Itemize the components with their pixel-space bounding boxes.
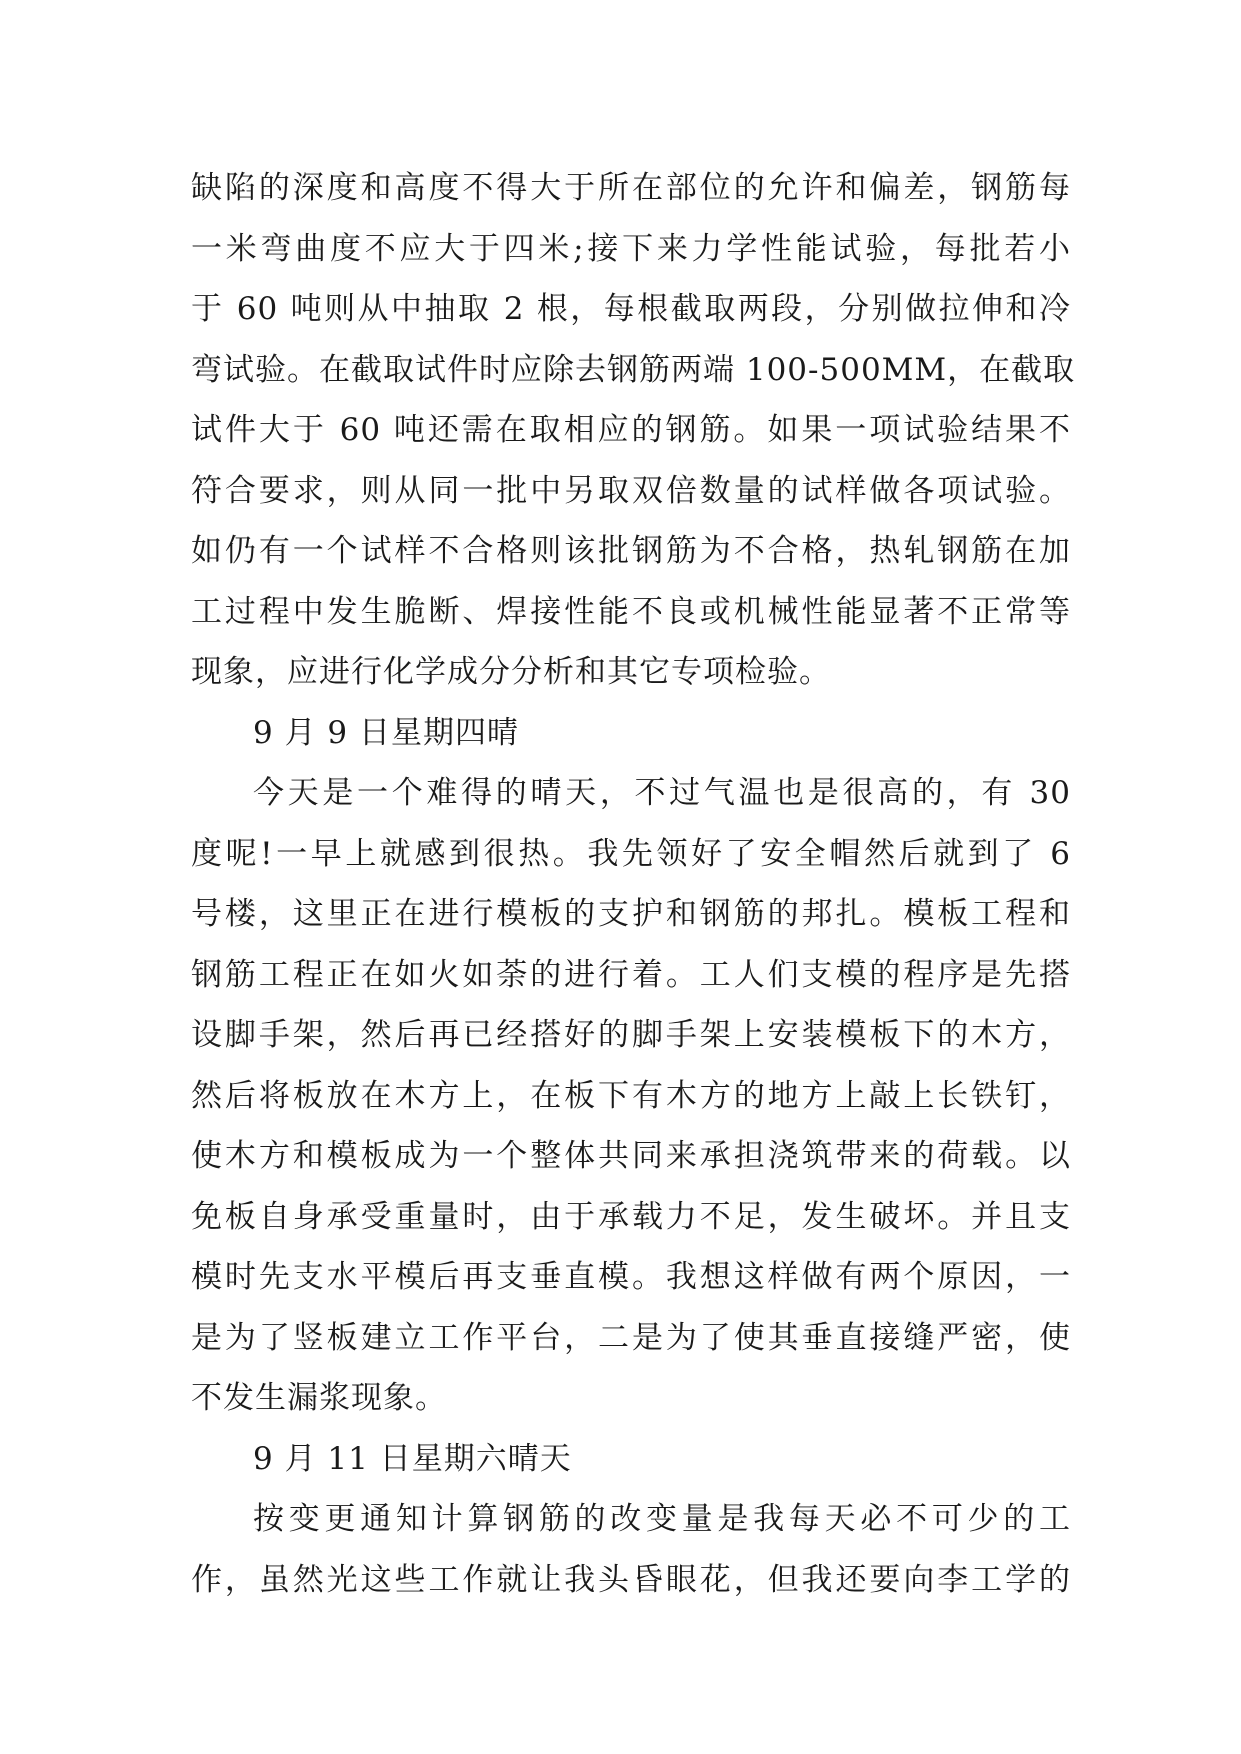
text-line: 设脚手架，然后再已经搭好的脚手架上安装模板下的木方， (191, 1017, 1071, 1053)
text-line: 度呢!一早上就感到很热。我先领好了安全帽然后就到了 6 (191, 835, 1071, 872)
text-line: 钢筋工程正在如火如荼的进行着。工人们支模的程序是先搭 (191, 956, 1071, 993)
text-line: 如仍有一个试样不合格则该批钢筋为不合格，热轧钢筋在加 (191, 533, 1071, 569)
text-line: 一米弯曲度不应大于四米;接下来力学性能试验，每批若小 (191, 230, 1071, 267)
text-line: 缺陷的深度和高度不得大于所在部位的允许和偏差，钢筋每 (191, 170, 1071, 206)
text-line: 试件大于 60 吨还需在取相应的钢筋。如果一项试验结果不 (191, 412, 1071, 448)
text-line: 工过程中发生脆断、焊接性能不良或机械性能显著不正常等 (191, 593, 1071, 630)
text-line: 不发生漏浆现象。 (191, 1380, 447, 1416)
text-line: 免板自身承受重量时，由于承载力不足，发生破坏。并且支 (191, 1198, 1071, 1235)
text-line: 然后将板放在木方上，在板下有木方的地方上敲上长铁钉， (191, 1077, 1071, 1114)
text-line: 于 60 吨则从中抽取 2 根，每根截取两段，分别做拉伸和冷 (191, 291, 1071, 327)
text-line: 今天是一个难得的晴天，不过气温也是很高的，有 30 (253, 775, 1071, 811)
text-line: 弯试验。在截取试件时应除去钢筋两端 100-500MM，在截取 (191, 351, 1076, 388)
text-line: 是为了竖板建立工作平台，二是为了使其垂直接缝严密，使 (191, 1319, 1071, 1356)
text-line: 现象，应进行化学成分分析和其它专项检验。 (191, 654, 831, 690)
text-line: 使木方和模板成为一个整体共同来承担浇筑带来的荷载。以 (191, 1138, 1071, 1174)
text-line: 号楼，这里正在进行模板的支护和钢筋的邦扎。模板工程和 (191, 896, 1071, 932)
body-text (191, 158, 1076, 1610)
text-line: 符合要求，则从同一批中另取双倍数量的试样做各项试验。 (191, 472, 1071, 509)
text-line: 模时先支水平模后再支垂直模。我想这样做有两个原因，一 (191, 1259, 1071, 1295)
date-heading: 9 月 11 日星期六晴天 (253, 1440, 572, 1477)
date-heading: 9 月 9 日星期四晴 (253, 714, 520, 751)
text-line: 按变更通知计算钢筋的改变量是我每天必不可少的工 (253, 1501, 1071, 1537)
text-line: 作，虽然光这些工作就让我头昏眼花，但我还要向李工学的 (191, 1561, 1071, 1598)
